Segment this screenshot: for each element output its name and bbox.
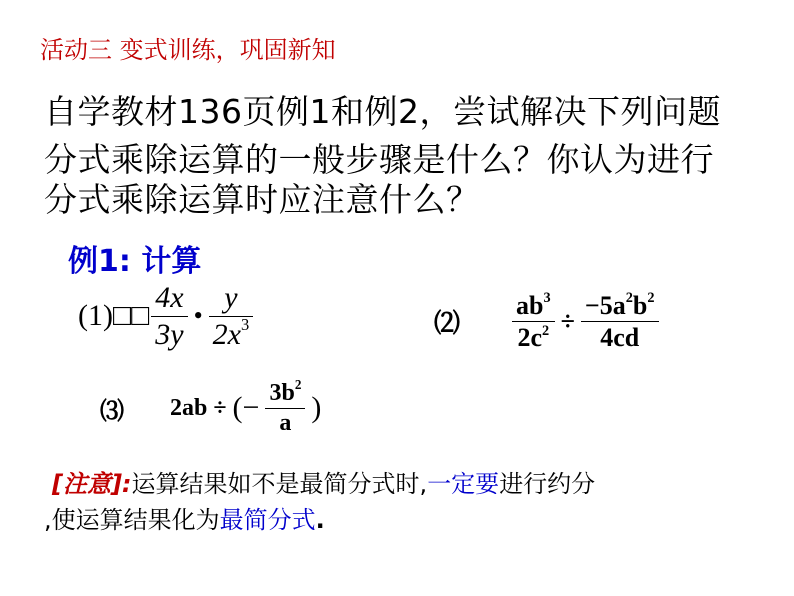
activity-title: 活动三 变式训练，巩固新知 [40, 36, 336, 64]
fraction-bar [265, 408, 305, 409]
divide-sign: ÷ [213, 394, 227, 421]
problem-1-fraction-1 [151, 282, 187, 350]
fraction-denominator: $2x^3$ [212, 315, 250, 351]
note-line-2 [44, 500, 325, 535]
close-paren: ) [311, 391, 322, 425]
problem-1-label: (1)□□ [78, 299, 150, 332]
fraction-numerator: $ab^3$ [516, 290, 551, 320]
divide-sign: ÷ [560, 306, 575, 336]
note-line2-a: ,使运算结果化为 [44, 506, 220, 534]
intro-line-3: 分式乘除运算时应注意什么？ [44, 180, 480, 219]
problem-2-fraction-2 [581, 292, 659, 352]
note-line2-b: . [315, 506, 325, 534]
multiply-dot: • [193, 301, 203, 330]
open-paren-minus: (− [232, 391, 260, 425]
fraction-denominator: 4cd [600, 323, 640, 353]
problem-1 [78, 282, 253, 350]
problem-2 [434, 292, 659, 352]
fraction-denominator: a [279, 410, 292, 437]
problem-1-fraction-2 [209, 282, 254, 350]
problem-3-fraction [265, 377, 305, 437]
note-line-1 [52, 464, 595, 499]
fraction-numerator: 4x [155, 281, 184, 314]
problem-2-label: ⑵ [434, 309, 461, 339]
fraction-numerator: y [224, 281, 238, 314]
note-text-b: 进行约分 [499, 470, 596, 498]
intro-line-1: 自学教材136页例1和例2，尝试解决下列问题 [44, 92, 721, 131]
fraction-bar [581, 321, 659, 322]
intro-line-2: 分式乘除运算的一般步骤是什么？你认为进行 [44, 140, 714, 179]
note-emphasis-1: 一定要 [427, 470, 500, 498]
note-emphasis-2: 最简分式 [219, 506, 316, 534]
problem-3-lhs: 2ab [170, 394, 208, 421]
note-text-a: 运算结果如不是最简分式时, [131, 470, 428, 498]
fraction-numerator: $3b^2$ [269, 377, 302, 406]
note-tag: [注意]: [52, 470, 132, 498]
fraction-denominator: $2c^2$ [517, 322, 550, 353]
example-label: 例1: 计算 [68, 244, 202, 279]
problem-2-fraction-1 [512, 292, 555, 352]
fraction-denominator: 3y [155, 317, 184, 351]
fraction-numerator: $-5a^2b^2$ [584, 290, 655, 320]
problem-3 [100, 377, 322, 437]
problem-3-label: ⑶ [100, 398, 124, 425]
fraction-bar [151, 316, 187, 317]
